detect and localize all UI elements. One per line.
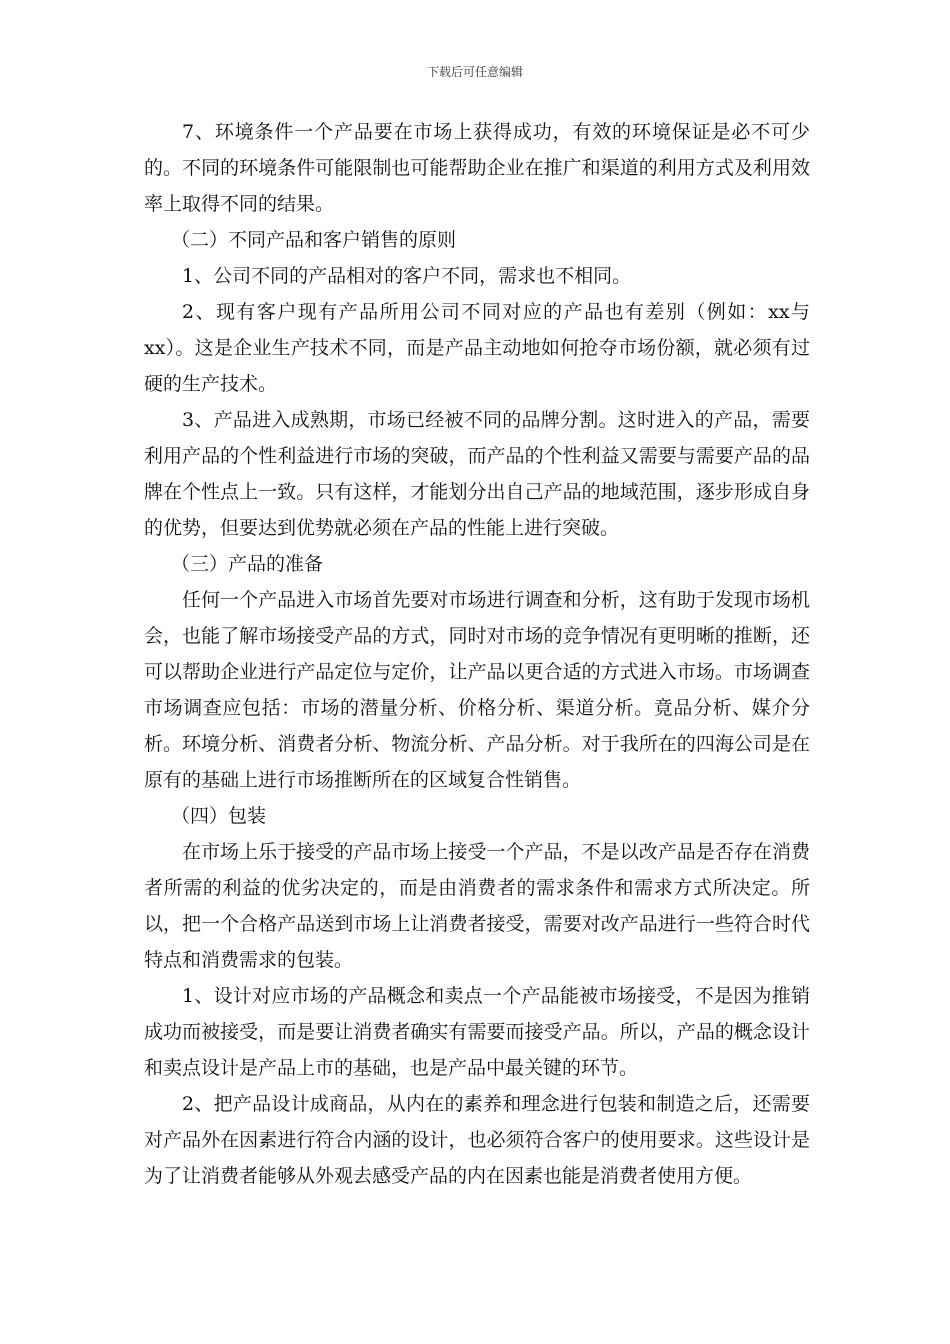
section-heading-3: （三）产品的准备 (171, 553, 324, 575)
paragraph-packaging: 在市场上乐于接受的产品市场上接受一个产品，不是以改产品是否存在消费者所需的利益的优劣决定的，而是由消费者的需求条件和需求方式所决定。所以，把一个合格产品送到市场上让消费者接受，需要对改产品进行一些符合时代特点和消费需求的包装。 (144, 841, 810, 971)
paragraph-item-3: 3、产品进入成熟期，市场已经被不同的品牌分割。这时进入的产品，需要利用产品的个性利益进行市场的突破，而产品的个性利益又需要与需要产品的品牌在个性点上一致。只有这样，才能划分出自己产品的地域范围，逐步形成自身的优势，但要达到优势就必须在产品的性能上进行突破。 (144, 409, 810, 539)
document-body (144, 114, 810, 1194)
paragraph-environment: 7、环境条件一个产品要在市场上获得成功，有效的环境保证是必不可少的。不同的环境条件可能限制也可能帮助企业在推广和渠道的利用方式及利用效率上取得不同的结果。 (144, 121, 810, 215)
paragraph-packaging-1: 1、设计对应市场的产品概念和卖点一个产品能被市场接受，不是因为推销成功而被接受，而是要让消费者确实有需要而接受产品。所以，产品的概念设计和卖点设计是产品上市的基础，也是产品中最关键的环节。 (144, 985, 810, 1079)
paragraph-item-1: 1、公司不同的产品相对的客户不同，需求也不相同。 (182, 265, 632, 287)
section-heading-4: （四）包装 (171, 805, 267, 827)
paragraph-preparation: 任何一个产品进入市场首先要对市场进行调查和分析，这有助于发现市场机会，也能了解市场接受产品的方式，同时对市场的竞争情况有更明晰的推断，还可以帮助企业进行产品定位与定价，让产品以更合适的方式进入市场。市场调查市场调查应包括：市场的潜量分析、价格分析、渠道分析。竟品分析、媒介分析。环境分析、消费者分析、物流分析、产品分析。对于我所在的四海公司是在原有的基础上进行市场推断所在的区域复合性销售。 (144, 589, 810, 791)
paragraph-item-2: 2、现有客户现有产品所用公司不同对应的产品也有差别（例如：xx与xx）。这是企业生产技术不同，而是产品主动地如何抢夺市场份额，就必须有过硬的生产技术。 (144, 301, 810, 395)
section-heading-2: （二）不同产品和客户销售的原则 (171, 229, 457, 251)
paragraph-packaging-2: 2、把产品设计成商品，从内在的素养和理念进行包装和制造之后，还需要对产品外在因素进行符合内涵的设计，也必须符合客户的使用要求。这些设计是为了让消费者能够从外观去感受产品的内在因素也能是消费者使用方便。 (144, 1093, 810, 1187)
page-header: 下载后可任意编辑 (426, 65, 523, 79)
